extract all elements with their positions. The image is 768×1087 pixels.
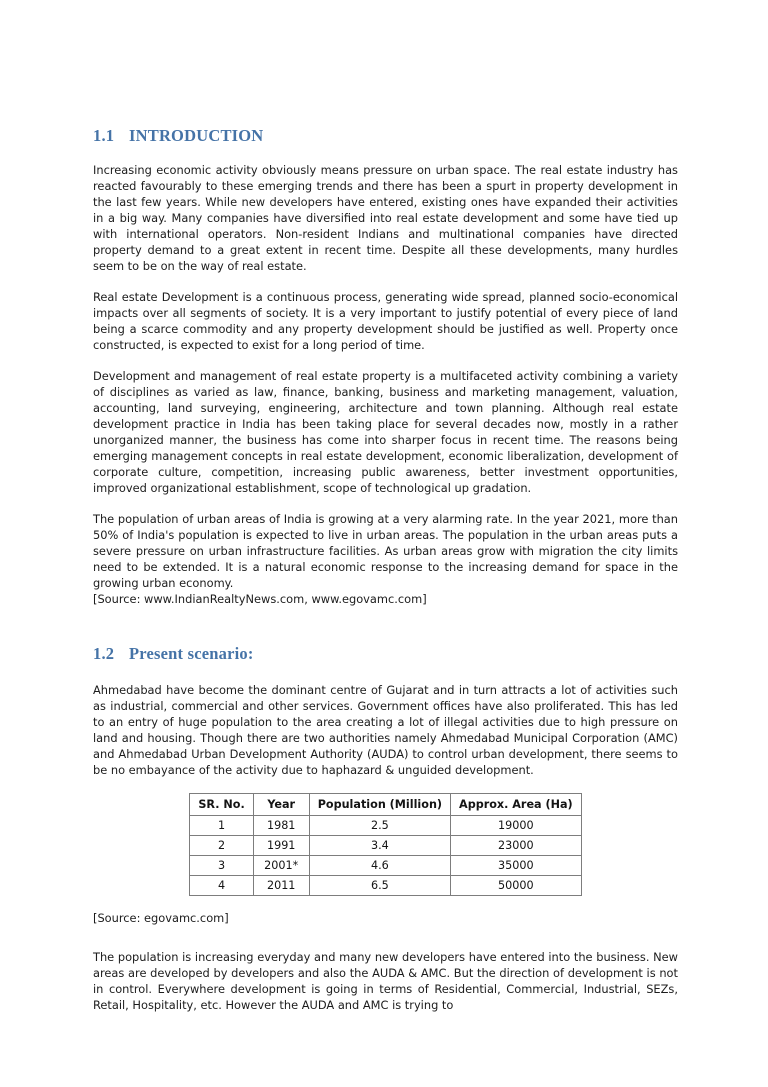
table-header-area: Approx. Area (Ha) [451,793,582,815]
source-citation-2: [Source: egovamc.com] [93,910,229,925]
section-heading-1-1 [93,126,678,146]
table-row [190,855,581,875]
population-table [189,793,581,896]
cell-year: 2011 [253,875,309,895]
table-header-row [190,793,581,815]
section-heading-1-2 [93,644,678,664]
paragraph-intro-1: Increasing economic activity obviously means pressure on urban space. The real estate industry has reacted favourably to these emerging trends and there has been a spurt in property development in the last few years. While new developers have entered, existing ones have expanded their activities in a big way. Many companies have diversified into real estate development and some have tied up with international operators. Non-resident Indians and multinational companies have directed property demand to a great extent in recent time. Despite all these developments, many hurdles seem to be on the way of real estate. [93,162,678,273]
cell-sr-no: 1 [190,815,253,835]
section-number-1-2: 1.2 [93,643,115,663]
paragraph-intro-3: Development and management of real estate property is a multifaceted activity combining a variety of disciplines as varied as law, finance, banking, business and marketing management, valuation, accounting, land surveying, engineering, architecture and town planning. Although real estate development practice in India has been taking place for several decades now, mostly in a rather unorganized manner, the business has come into sharper focus in recent time. The reasons being emerging management concepts in real estate development, economic liberalization, development of corporate culture, competition, increasing public awareness, better investment opportunities, improved organizational establishment, scope of technological up gradation. [93,368,678,495]
table-row [190,815,581,835]
cell-population: 4.6 [309,855,450,875]
table-header-sr-no: SR. No. [190,793,253,815]
cell-sr-no: 4 [190,875,253,895]
cell-population: 2.5 [309,815,450,835]
population-table-container [93,793,678,896]
cell-area: 19000 [451,815,582,835]
section-spacer [93,622,678,644]
section-number-1-1: 1.1 [93,126,115,145]
cell-year: 1991 [253,835,309,855]
cell-area: 35000 [451,855,582,875]
paragraph-scenario-1: Ahmedabad have become the dominant centre of Gujarat and in turn attracts a lot of activities such as industrial, commercial and other services. Government offices have also proliferated. This has led to an entry of huge population to the area creating a lot of illegal activities due to high pressure on land and housing. Though there are two authorities namely Ahmedabad Municipal Corporation (AMC) and Ahmedabad Urban Development Authority (AUDA) to control urban development, there seems to be no embayance of the activity due to haphazard & unguided development. [93,682,678,777]
table-header-year: Year [253,793,309,815]
section-title-1-2: Present scenario: [129,643,254,663]
cell-sr-no: 3 [190,855,253,875]
cell-area: 23000 [451,835,582,855]
page-content [93,126,678,1013]
table-row [190,875,581,895]
cell-sr-no: 2 [190,835,253,855]
paragraph-intro-4: The population of urban areas of India is growing at a very alarming rate. In the year 2021, more than 50% of India's population is expected to live in urban areas. The population in the urban areas puts a severe pressure on urban infrastructure facilities. As urban areas grow with migration the city limits need to be extended. It is a natural economic response to the increasing demand for space in the growing urban economy. [93,511,678,590]
cell-area: 50000 [451,875,582,895]
post-source-spacer [93,941,678,949]
cell-population: 3.4 [309,835,450,855]
cell-population: 6.5 [309,875,450,895]
cell-year: 2001* [253,855,309,875]
table-row [190,835,581,855]
paragraph-intro-2: Real estate Development is a continuous process, generating wide spread, planned socio-economical impacts over all segments of society. It is a very important to justify potential of every piece of land being a scarce commodity and any property development should be justified as well. Property once constructed, is expected to exist for a long period of time. [93,289,678,352]
section-title-1-1: INTRODUCTION [129,126,264,145]
paragraph-scenario-2: The population is increasing everyday and many new developers have entered into the business. New areas are developed by developers and also the AUDA & AMC. But the direction of development is not in control. Everywhere development is going in terms of Residential, Commercial, Industrial, SEZs, Retail, Hospitality, etc. However the AUDA and AMC is trying to [93,949,678,1012]
table-header-population: Population (Million) [309,793,450,815]
table-source-spacer [93,896,678,910]
cell-year: 1981 [253,815,309,835]
source-citation-1: [Source: www.IndianRealtyNews.com, www.egovamc.com] [93,591,427,606]
